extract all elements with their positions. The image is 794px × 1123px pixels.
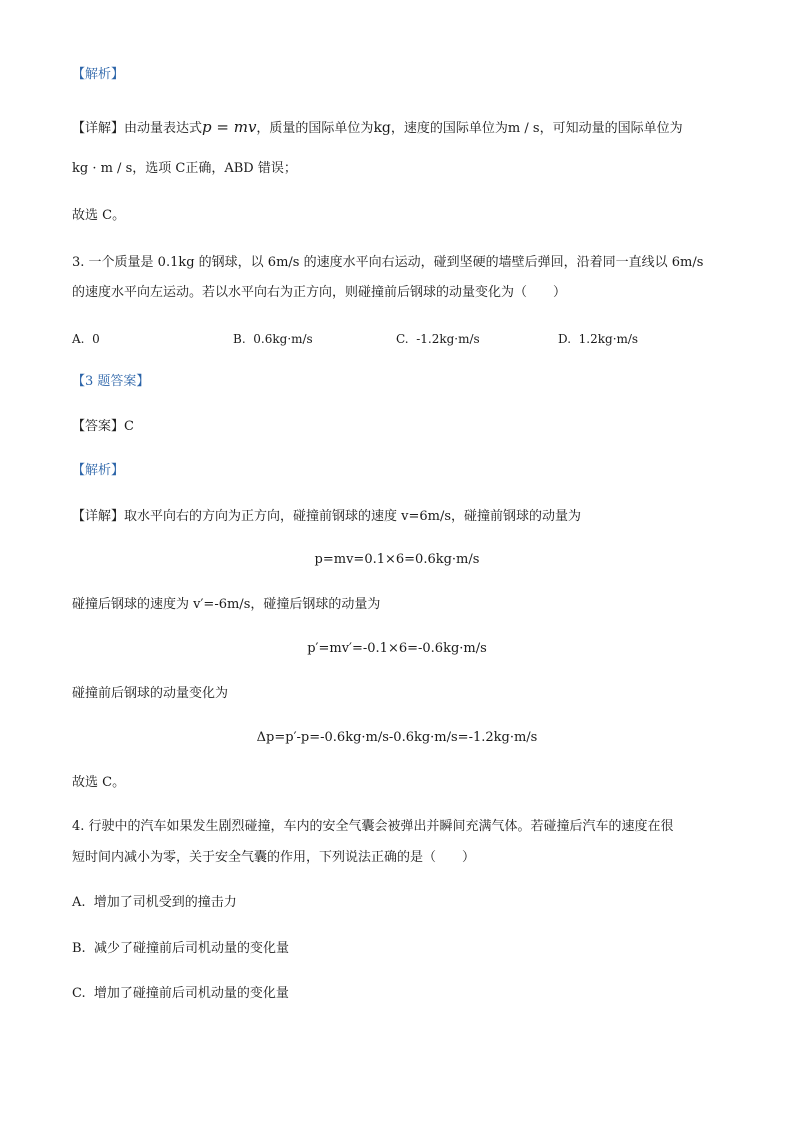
answer: 【答案】C — [72, 419, 134, 434]
detail-paragraph-line — [72, 118, 683, 138]
detail-prefix: 【详解】由动量表达式 — [72, 121, 203, 136]
option-b — [72, 940, 289, 958]
option-text: 增加了司机受到的撞击力 — [93, 895, 237, 910]
option-text: 0 — [92, 332, 100, 346]
momentum-formula: p = mv — [202, 118, 257, 136]
option-label: C. — [396, 332, 409, 346]
option-text: 减少了碰撞前后司机动量的变化量 — [93, 941, 289, 956]
option-a — [72, 330, 100, 348]
option-text: 1.2kg·m/s — [578, 332, 639, 346]
unit-kg: kg — [373, 120, 391, 136]
question-4-line: 4. 行驶中的汽车如果发生剧烈碰撞，车内的安全气囊会被弹出并瞬间充满气体。若碰撞后汽车的速度在很 — [72, 819, 674, 834]
option-label: D. — [558, 332, 572, 346]
answer-heading: 【3 题答案】 — [72, 374, 150, 389]
unit-kgms: kg · m / s — [72, 161, 133, 176]
option-c — [72, 985, 289, 1003]
detail-text: ，选项 C正确，ABD 错误； — [132, 161, 297, 176]
detail-text: ，速度的国际单位为 — [390, 121, 508, 136]
option-label: B. — [233, 332, 246, 346]
option-text: 增加了碰撞前后司机动量的变化量 — [93, 986, 289, 1001]
option-label: C. — [72, 986, 86, 1001]
option-label: B. — [72, 941, 86, 956]
option-c — [396, 330, 480, 348]
equation-momentum-after: p′=mv′=-0.1×6=-0.6kg·m/s — [307, 641, 487, 656]
equation-momentum-before: p=mv=0.1×6=0.6kg·m/s — [314, 552, 480, 567]
detail-paragraph-line: 【详解】取水平向右的方向为正方向，碰撞前钢球的速度 v=6m/s，碰撞前钢球的动量为 — [72, 509, 582, 524]
detail-text: ，可知动量的国际单位为 — [539, 121, 683, 136]
conclusion: 故选 C。 — [72, 775, 126, 790]
equation-momentum-change: Δp=p′-p=-0.6kg·m/s-0.6kg·m/s=-1.2kg·m/s — [256, 730, 538, 745]
unit-ms: m / s — [507, 121, 540, 136]
option-d — [558, 330, 638, 348]
question-3-line: 的速度水平向左运动。若以水平向右为正方向，则碰撞前后钢球的动量变化为（ ） — [72, 285, 567, 300]
option-label: A. — [72, 895, 86, 910]
option-a — [72, 894, 237, 912]
option-text: 0.6kg·m/s — [253, 332, 313, 346]
question-4-line: 短时间内减小为零，关于安全气囊的作用，下列说法正确的是（ ） — [72, 850, 476, 865]
detail-paragraph-line: 碰撞后钢球的速度为 v′=-6m/s，碰撞后钢球的动量为 — [72, 597, 381, 612]
detail-text: ，质量的国际单位为 — [256, 121, 374, 136]
analysis-label: 【解析】 — [72, 67, 125, 82]
analysis-label: 【解析】 — [72, 463, 125, 478]
detail-paragraph-line — [72, 160, 297, 178]
option-label: A. — [72, 332, 85, 346]
conclusion: 故选 C。 — [72, 208, 126, 223]
question-3-line: 3. 一个质量是 0.1kg 的钢球，以 6m/s 的速度水平向右运动，碰到坚硬的墙壁后弹回，沿着同一直线以 6m/s — [72, 255, 704, 270]
option-b — [233, 330, 313, 348]
detail-paragraph-line: 碰撞前后钢球的动量变化为 — [72, 686, 229, 701]
option-text: -1.2kg·m/s — [416, 332, 480, 346]
